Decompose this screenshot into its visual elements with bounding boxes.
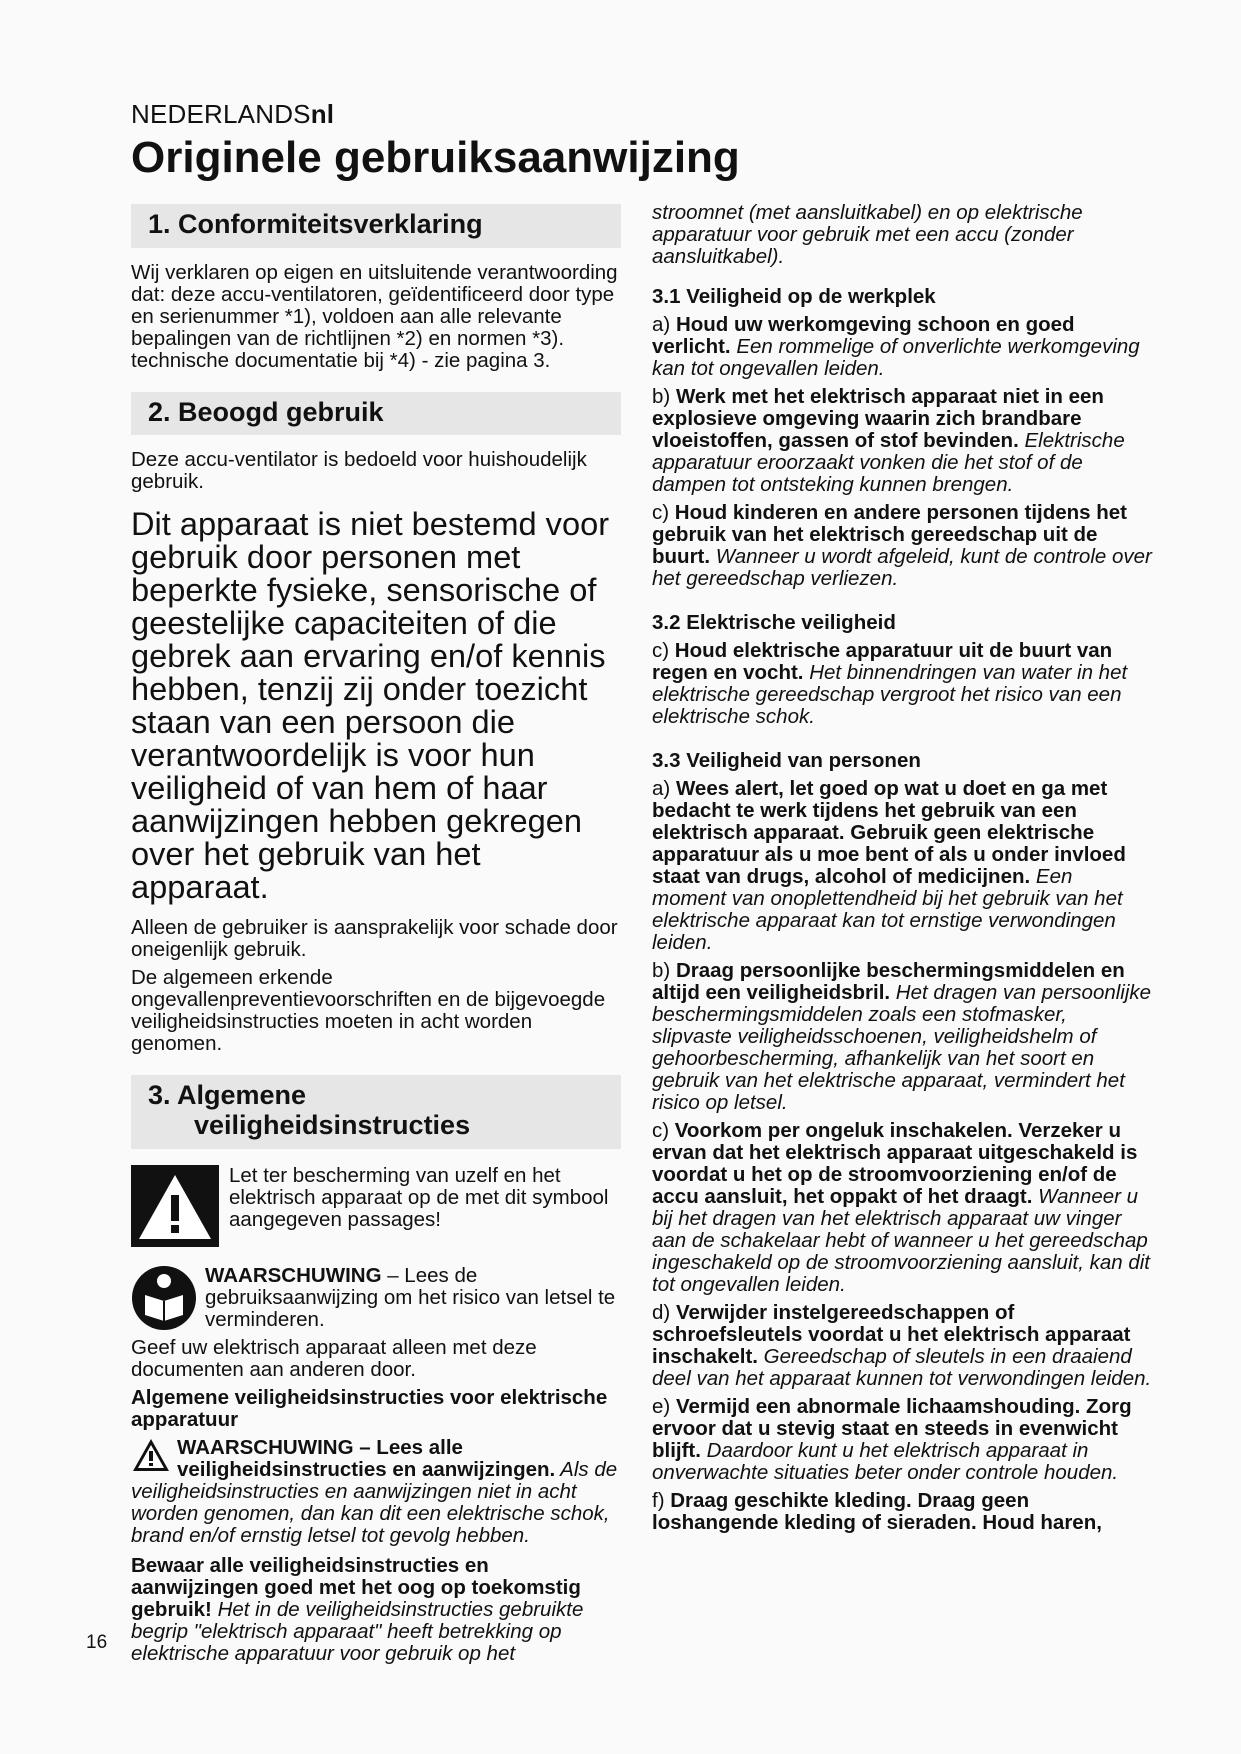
right-column xyxy=(652,202,1152,1540)
continued-text: stroomnet (met aansluitkabel) en op elektrische apparatuur voor gebruik met een accu (zonder aansluitkabel). xyxy=(652,201,1083,268)
warning-triangle-icon xyxy=(131,1165,219,1247)
read-manual-icon xyxy=(131,1265,197,1331)
item-3-1-b: b) Werk met het elektrisch apparaat niet in een explosieve omgeving waarin zich brandbare vloeistoffen, gassen of stof bevinden. Elektrische apparatuur eroorzaakt vonken die het stof of de dampen tot ontsteking kunnen brengen. xyxy=(652,385,1125,496)
general-instructions-heading: Algemene veiligheidsinstructies voor elektrische apparatuur xyxy=(131,1385,608,1431)
subheading-3-2: 3.2 Elektrische veiligheid xyxy=(652,611,896,634)
manual-warning-text: WAARSCHUWING – Lees de gebruiksaanwijzing om het risico van letsel te verminderen. xyxy=(205,1263,616,1331)
symbol-note xyxy=(131,1165,621,1247)
item-3-3-d: d) Verwijder instelgereedschappen of schroefsleutels voordat u het elektrisch apparaat inschakelt. Gereedschap of sleutels in een draaiend deel van het apparaat kunnen tot verwondingen leiden. xyxy=(652,1301,1152,1390)
keep-instructions-text: Bewaar alle veiligheidsinstructies en aanwijzingen goed met het oog op toekomstig gebruik! Het in de veiligheidsinstructies gebruikte begrip "elektrisch apparaat" heeft betrekking op elektrische apparatuur voor gebruik op het xyxy=(131,1553,584,1665)
item-3-2-c: c) Houd elektrische apparatuur uit de buurt van regen en vocht. Het binnendringen van water in het elektrische gereedschap vergroot het risico van een elektrische schok. xyxy=(652,639,1128,728)
general-warning-text: WAARSCHUWING – Lees alle veiligheidsinstructies en aanwijzingen. Als de veiligheidsinstructies en aanwijzingen niet in acht worden genomen, dan kan dit een elektrische schok, brand en/of ernstig letsel tot gevolg hebben. xyxy=(131,1435,618,1547)
section-heading-1: 1. Conformiteitsverklaring xyxy=(131,204,621,248)
page-number: 16 xyxy=(86,1632,108,1653)
conformity-text: Wij verklaren op eigen en uitsluitende verantwoording dat: deze accu-ventilatoren, geïdentificeerd door type en serienummer *1), voldoen aan alle relevante bepalingen van de richtlijnen *2) en normen *3). technische documentatie bij *4) - zie pagina 3. xyxy=(131,260,618,372)
item-3-3-e: e) Vermijd een abnormale lichaamshouding. Zorg ervoor dat u stevig staat en steeds in evenwicht blijft. Daardoor kunt u het elektrisch apparaat in onverwachte situaties beter onder controle houden. xyxy=(652,1395,1132,1484)
pass-on-text: Geef uw elektrisch apparaat alleen met deze documenten aan anderen door. xyxy=(131,1335,537,1381)
item-3-3-f: f) Draag geschikte kleding. Draag geen loshangende kleding of sieraden. Houd haren, xyxy=(652,1489,1102,1534)
symbol-note-text: Let ter bescherming van uzelf en het elektrisch apparaat op de met dit symbool aangegeven passages! xyxy=(229,1163,609,1231)
page-title: Originele gebruiksaanwijzing xyxy=(131,133,740,182)
left-column xyxy=(131,204,621,1671)
item-3-1-a: a) Houd uw werkomgeving schoon en goed verlicht. Een rommelige of onverlichte werkomgeving kan tot ongevallen leiden. xyxy=(652,313,1140,380)
intended-use-text: Deze accu-ventilator is bedoeld voor huishoudelijk gebruik. xyxy=(131,448,587,494)
restriction-text: Dit apparaat is niet bestemd voor gebruik door personen met beperkte fysieke, sensorische of geestelijke capaciteiten of die gebrek aan ervaring en/of kennis hebben, tenzij zij onder toezicht staan van een persoon die verantwoordelijk is voor hun veiligheid of van hem of haar aanwijzingen hebben gekregen over het gebruik van het apparaat. xyxy=(131,505,610,906)
section-heading-2: 2. Beoogd gebruik xyxy=(131,392,621,436)
manual-warning xyxy=(131,1265,621,1337)
liability-text: Alleen de gebruiker is aansprakelijk voor schade door oneigenlijk gebruik. xyxy=(131,916,618,962)
subheading-3-3: 3.3 Veiligheid van personen xyxy=(652,749,921,772)
item-3-3-b: b) Draag persoonlijke beschermingsmiddelen en altijd een veiligheidsbril. Het dragen van persoonlijke beschermingsmiddelen zoals een stofmasker, slipvaste veiligheidsschoenen, veiligheidshelm of gehoorbescherming, afhankelijk van het soort en gebruik van het elektrische apparaat, vermindert het risico op letsel. xyxy=(652,959,1152,1114)
section-heading-3 xyxy=(131,1075,621,1148)
item-3-3-c: c) Voorkom per ongeluk inschakelen. Verzeker u ervan dat het elektrisch apparaat uitgeschakeld is voordat u het op de stroomvoorziening en/of de accu aansluit, het oppakt of het draagt. Wanneer u bij het dragen van het elektrisch apparaat uw vinger aan de schakelaar hebt of wanneer u het gereedschap ingeschakeld op de stroomvoorziening aansluit, kan dit tot ongevallen leiden. xyxy=(652,1119,1150,1296)
item-3-3-a: a) Wees alert, let goed op wat u doet en ga met bedacht te werk tijdens het gebruik van een elektrisch apparaat. Gebruik geen elektrische apparatuur als u moe bent of als u onder invloed staat van drugs, alcohol of medicijnen. Een moment van onoplettendheid bij het gebruik van het elektrische apparaat kan tot ernstige verwondingen leiden. xyxy=(652,777,1126,954)
warning-small-icon xyxy=(131,1437,171,1473)
general-warning xyxy=(131,1437,621,1547)
regulations-text: De algemeen erkende ongevallenpreventievoorschriften en de bijgevoegde veiligheidsinstructies moeten in acht worden genomen. xyxy=(131,966,606,1056)
language-label: NEDERLANDSnl xyxy=(131,99,335,129)
subheading-3-1: 3.1 Veiligheid op de werkplek xyxy=(652,285,936,308)
section-heading-3-line1: 3. Algemene xyxy=(148,1080,307,1111)
section-heading-3-line2: veiligheidsinstructies xyxy=(194,1110,471,1141)
item-3-1-c: c) Houd kinderen en andere personen tijdens het gebruik van het elektrisch gereedschap uit de buurt. Wanneer u wordt afgeleid, kunt de controle over het gereedschap verliezen. xyxy=(652,501,1152,590)
